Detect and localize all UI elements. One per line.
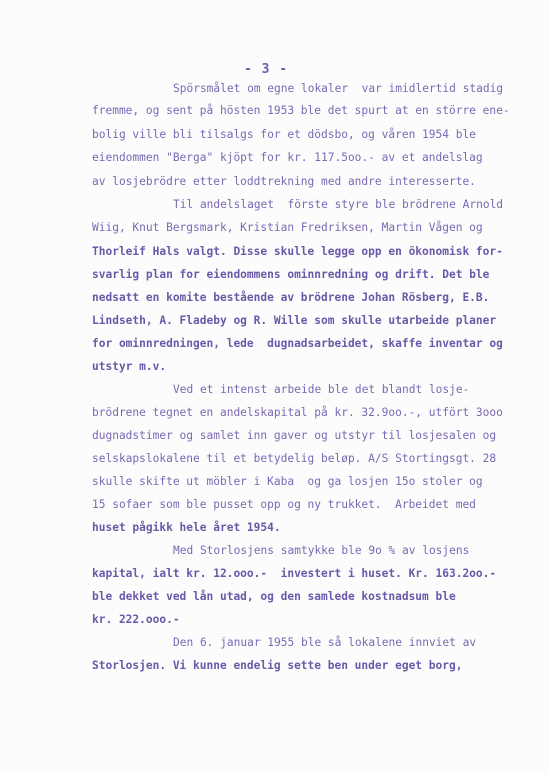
text-line: kapital, ialt kr. 12.ooo.- investert i huset. Kr. 163.2oo.- [92,567,497,580]
text-line: av losjebrödre etter loddtrekning med andre interesserte. [92,175,476,188]
text-line: nedsatt en komite bestående av brödrene Johan Rösberg, E.B. [92,291,490,304]
text-line: ble dekket ved lån utad, og den samlede kostnadsum ble [92,590,456,603]
text-line: utstyr m.v. [92,360,167,373]
text-line: Storlosjen. Vi kunne endelig sette ben under eget borg, [92,659,463,672]
text-line: brödrene tegnet en andelskapital på kr. 32.9oo.-, utfört 3ooo [92,406,503,419]
text-line: huset pågikk hele året 1954. [92,521,281,534]
text-line: bolig ville bli tilsalgs for et dödsbo, og våren 1954 ble [92,128,476,141]
text-line: kr. 222.ooo.- [92,613,180,626]
text-line: Ved et intenst arbeide ble det blandt losje- [173,383,470,396]
text-line: Wiig, Knut Bergsmark, Kristian Fredriksen, Martin Vågen og [92,221,483,234]
text-line: 15 sofaer som ble pusset opp og ny trukket. Arbeidet med [92,498,476,511]
page-number: - 3 - [244,62,289,77]
text-line: for ominnredningen, lede dugnadsarbeidet, skaffe inventar og [92,337,503,350]
text-line: Lindseth, A. Fladeby og R. Wille som skulle utarbeide planer [92,314,497,327]
text-line: Med Storlosjens samtykke ble 9o % av losjens [173,544,470,557]
text-line: dugnadstimer og samlet inn gaver og utstyr til losjesalen og [92,429,497,442]
text-line: fremme, og sent på hösten 1953 ble det spurt at en större ene- [92,104,510,117]
text-line: svarlig plan for eiendommens ominnredning og drift. Det ble [92,268,490,281]
text-line: Den 6. januar 1955 ble så lokalene innviet av [173,636,477,649]
text-line: Spörsmålet om egne lokaler var imidlertid stadig [173,82,504,95]
text-line: Thorleif Hals valgt. Disse skulle legge opp en ökonomisk for- [92,245,503,258]
text-line: skulle skifte ut möbler i Kaba og ga losjen 15o stoler og [92,475,483,488]
text-line: selskapslokalene til et betydelig beløp. A/S Stortingsgt. 28 [92,452,497,465]
text-line: Til andelslaget förste styre ble brödrene Arnold [173,198,504,211]
text-line: eiendommen "Berga" kjöpt for kr. 117.5oo.- av et andelslag [92,151,483,164]
